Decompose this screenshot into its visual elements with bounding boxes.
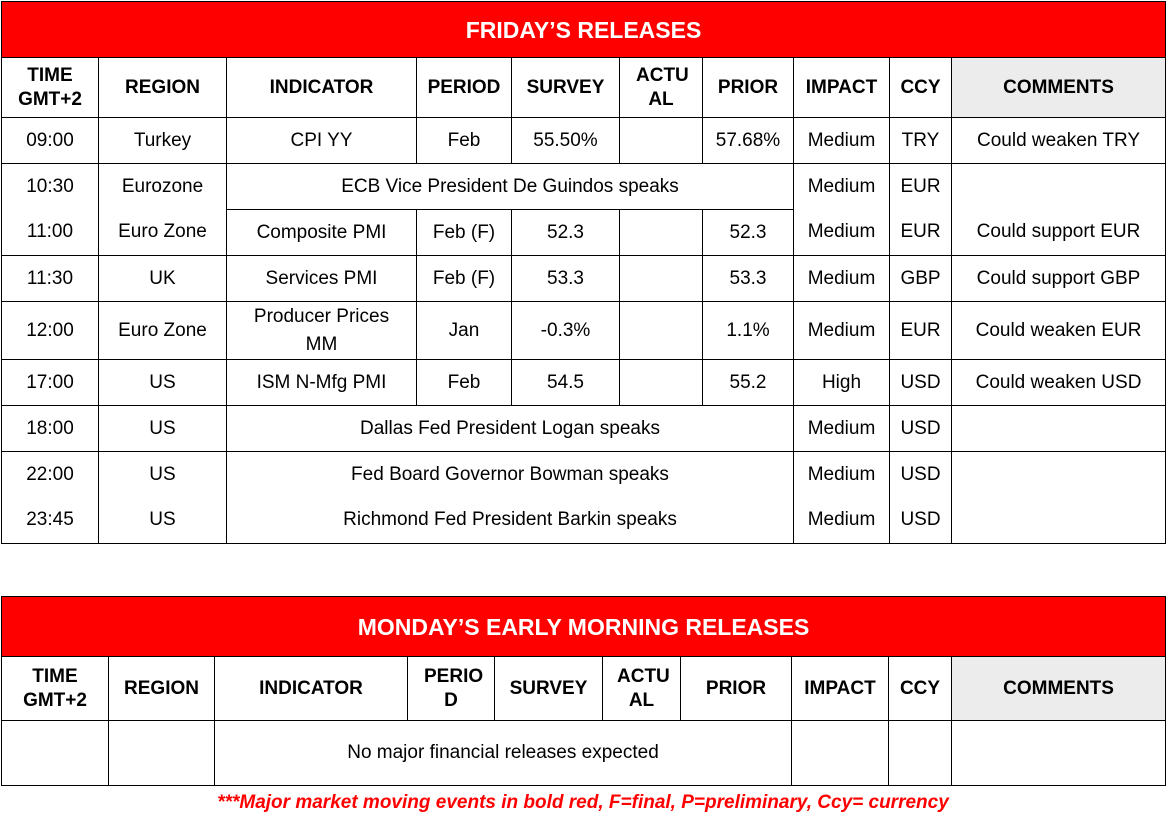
header-time: TIME GMT+2 [2, 58, 99, 118]
ccy-cell: GBP [890, 256, 952, 302]
header-prior: PRIOR [703, 58, 794, 118]
region-cell: US [99, 452, 227, 498]
friday-releases-table [1, 1, 1166, 544]
header-indicator: INDICATOR [227, 58, 417, 118]
ccy-cell: USD [890, 452, 952, 498]
header-actual: ACTU AL [620, 58, 703, 118]
survey-cell: 53.3 [512, 256, 620, 302]
header-ccy: CCY [889, 657, 952, 721]
impact-cell: High [794, 360, 890, 406]
table-row [2, 498, 1166, 544]
region-cell: Turkey [99, 118, 227, 164]
region-cell: Eurozone [99, 164, 227, 210]
indicator-cell: Composite PMI [227, 210, 417, 256]
table-row [2, 360, 1166, 406]
impact-cell: Medium [794, 406, 890, 452]
time-cell: 17:00 [2, 360, 99, 406]
comments-cell: Could support GBP [952, 256, 1166, 302]
header-comments: COMMENTS [952, 657, 1166, 721]
monday-title: MONDAY’S EARLY MORNING RELEASES [2, 597, 1166, 657]
indicator-cell: CPI YY [227, 118, 417, 164]
prior-cell: 55.2 [703, 360, 794, 406]
impact-cell: Medium [794, 256, 890, 302]
time-cell: 23:45 [2, 498, 99, 544]
region-cell: US [99, 360, 227, 406]
impact-cell: Medium [794, 210, 890, 256]
event-cell: Fed Board Governor Bowman speaks [227, 452, 794, 498]
prior-cell: 57.68% [703, 118, 794, 164]
comments-cell: Could support EUR [952, 210, 1166, 256]
table-row [2, 256, 1166, 302]
ccy-cell [889, 721, 952, 786]
comments-cell [952, 406, 1166, 452]
actual-cell [620, 210, 703, 256]
period-cell: Feb (F) [417, 256, 512, 302]
actual-cell [620, 118, 703, 164]
region-cell: UK [99, 256, 227, 302]
comments-cell [952, 164, 1166, 210]
comments-cell: Could weaken TRY [952, 118, 1166, 164]
header-period: PERIOD [417, 58, 512, 118]
period-cell: Feb (F) [417, 210, 512, 256]
friday-title: FRIDAY’S RELEASES [2, 2, 1166, 58]
header-region: REGION [109, 657, 215, 721]
header-prior: PRIOR [681, 657, 792, 721]
table-row [2, 210, 1166, 256]
header-time: TIME GMT+2 [2, 657, 109, 721]
ccy-cell: USD [890, 498, 952, 544]
survey-cell: 52.3 [512, 210, 620, 256]
header-survey: SURVEY [495, 657, 603, 721]
period-cell: Feb [417, 360, 512, 406]
comments-cell: Could weaken EUR [952, 302, 1166, 360]
event-cell: Richmond Fed President Barkin speaks [227, 498, 794, 544]
impact-cell: Medium [794, 452, 890, 498]
region-cell [109, 721, 215, 786]
table-row [2, 302, 1166, 360]
table-row [2, 118, 1166, 164]
header-region: REGION [99, 58, 227, 118]
header-impact: IMPACT [794, 58, 890, 118]
time-cell: 22:00 [2, 452, 99, 498]
time-cell: 10:30 [2, 164, 99, 210]
table-row [2, 721, 1166, 786]
region-cell: US [99, 498, 227, 544]
time-cell: 09:00 [2, 118, 99, 164]
time-cell: 12:00 [2, 302, 99, 360]
time-cell: 11:00 [2, 210, 99, 256]
header-ccy: CCY [890, 58, 952, 118]
event-cell: Dallas Fed President Logan speaks [227, 406, 794, 452]
impact-cell: Medium [794, 118, 890, 164]
event-cell: ECB Vice President De Guindos speaks [227, 164, 794, 210]
survey-cell: 55.50% [512, 118, 620, 164]
ccy-cell: USD [890, 406, 952, 452]
region-cell: Euro Zone [99, 302, 227, 360]
impact-cell: Medium [794, 302, 890, 360]
region-cell: Euro Zone [99, 210, 227, 256]
actual-cell [620, 256, 703, 302]
actual-cell [620, 360, 703, 406]
ccy-cell: EUR [890, 210, 952, 256]
prior-cell: 53.3 [703, 256, 794, 302]
table-row [2, 406, 1166, 452]
actual-cell [620, 302, 703, 360]
indicator-cell: Services PMI [227, 256, 417, 302]
period-cell: Feb [417, 118, 512, 164]
time-cell: 11:30 [2, 256, 99, 302]
impact-cell: Medium [794, 498, 890, 544]
time-cell: 18:00 [2, 406, 99, 452]
comments-cell [952, 452, 1166, 498]
survey-cell: -0.3% [512, 302, 620, 360]
ccy-cell: EUR [890, 302, 952, 360]
prior-cell: 1.1% [703, 302, 794, 360]
header-actual: ACTU AL [603, 657, 681, 721]
region-cell: US [99, 406, 227, 452]
header-survey: SURVEY [512, 58, 620, 118]
header-period: PERIO D [408, 657, 495, 721]
survey-cell: 54.5 [512, 360, 620, 406]
prior-cell: 52.3 [703, 210, 794, 256]
impact-cell: Medium [794, 164, 890, 210]
comments-cell [952, 498, 1166, 544]
header-impact: IMPACT [792, 657, 889, 721]
comments-cell [952, 721, 1166, 786]
comments-cell: Could weaken USD [952, 360, 1166, 406]
impact-cell [792, 721, 889, 786]
no-releases-message: No major financial releases expected [215, 721, 792, 786]
ccy-cell: EUR [890, 164, 952, 210]
indicator-cell: ISM N-Mfg PMI [227, 360, 417, 406]
footnote: ***Major market moving events in bold red, F=final, P=preliminary, Ccy= currency [217, 792, 949, 813]
ccy-cell: USD [890, 360, 952, 406]
header-comments: COMMENTS [952, 58, 1166, 118]
ccy-cell: TRY [890, 118, 952, 164]
period-cell: Jan [417, 302, 512, 360]
table-row [2, 452, 1166, 498]
indicator-cell: Producer Prices MM [227, 302, 417, 360]
header-indicator: INDICATOR [215, 657, 408, 721]
time-cell [2, 721, 109, 786]
table-row [2, 164, 1166, 210]
monday-releases-table [1, 596, 1166, 786]
